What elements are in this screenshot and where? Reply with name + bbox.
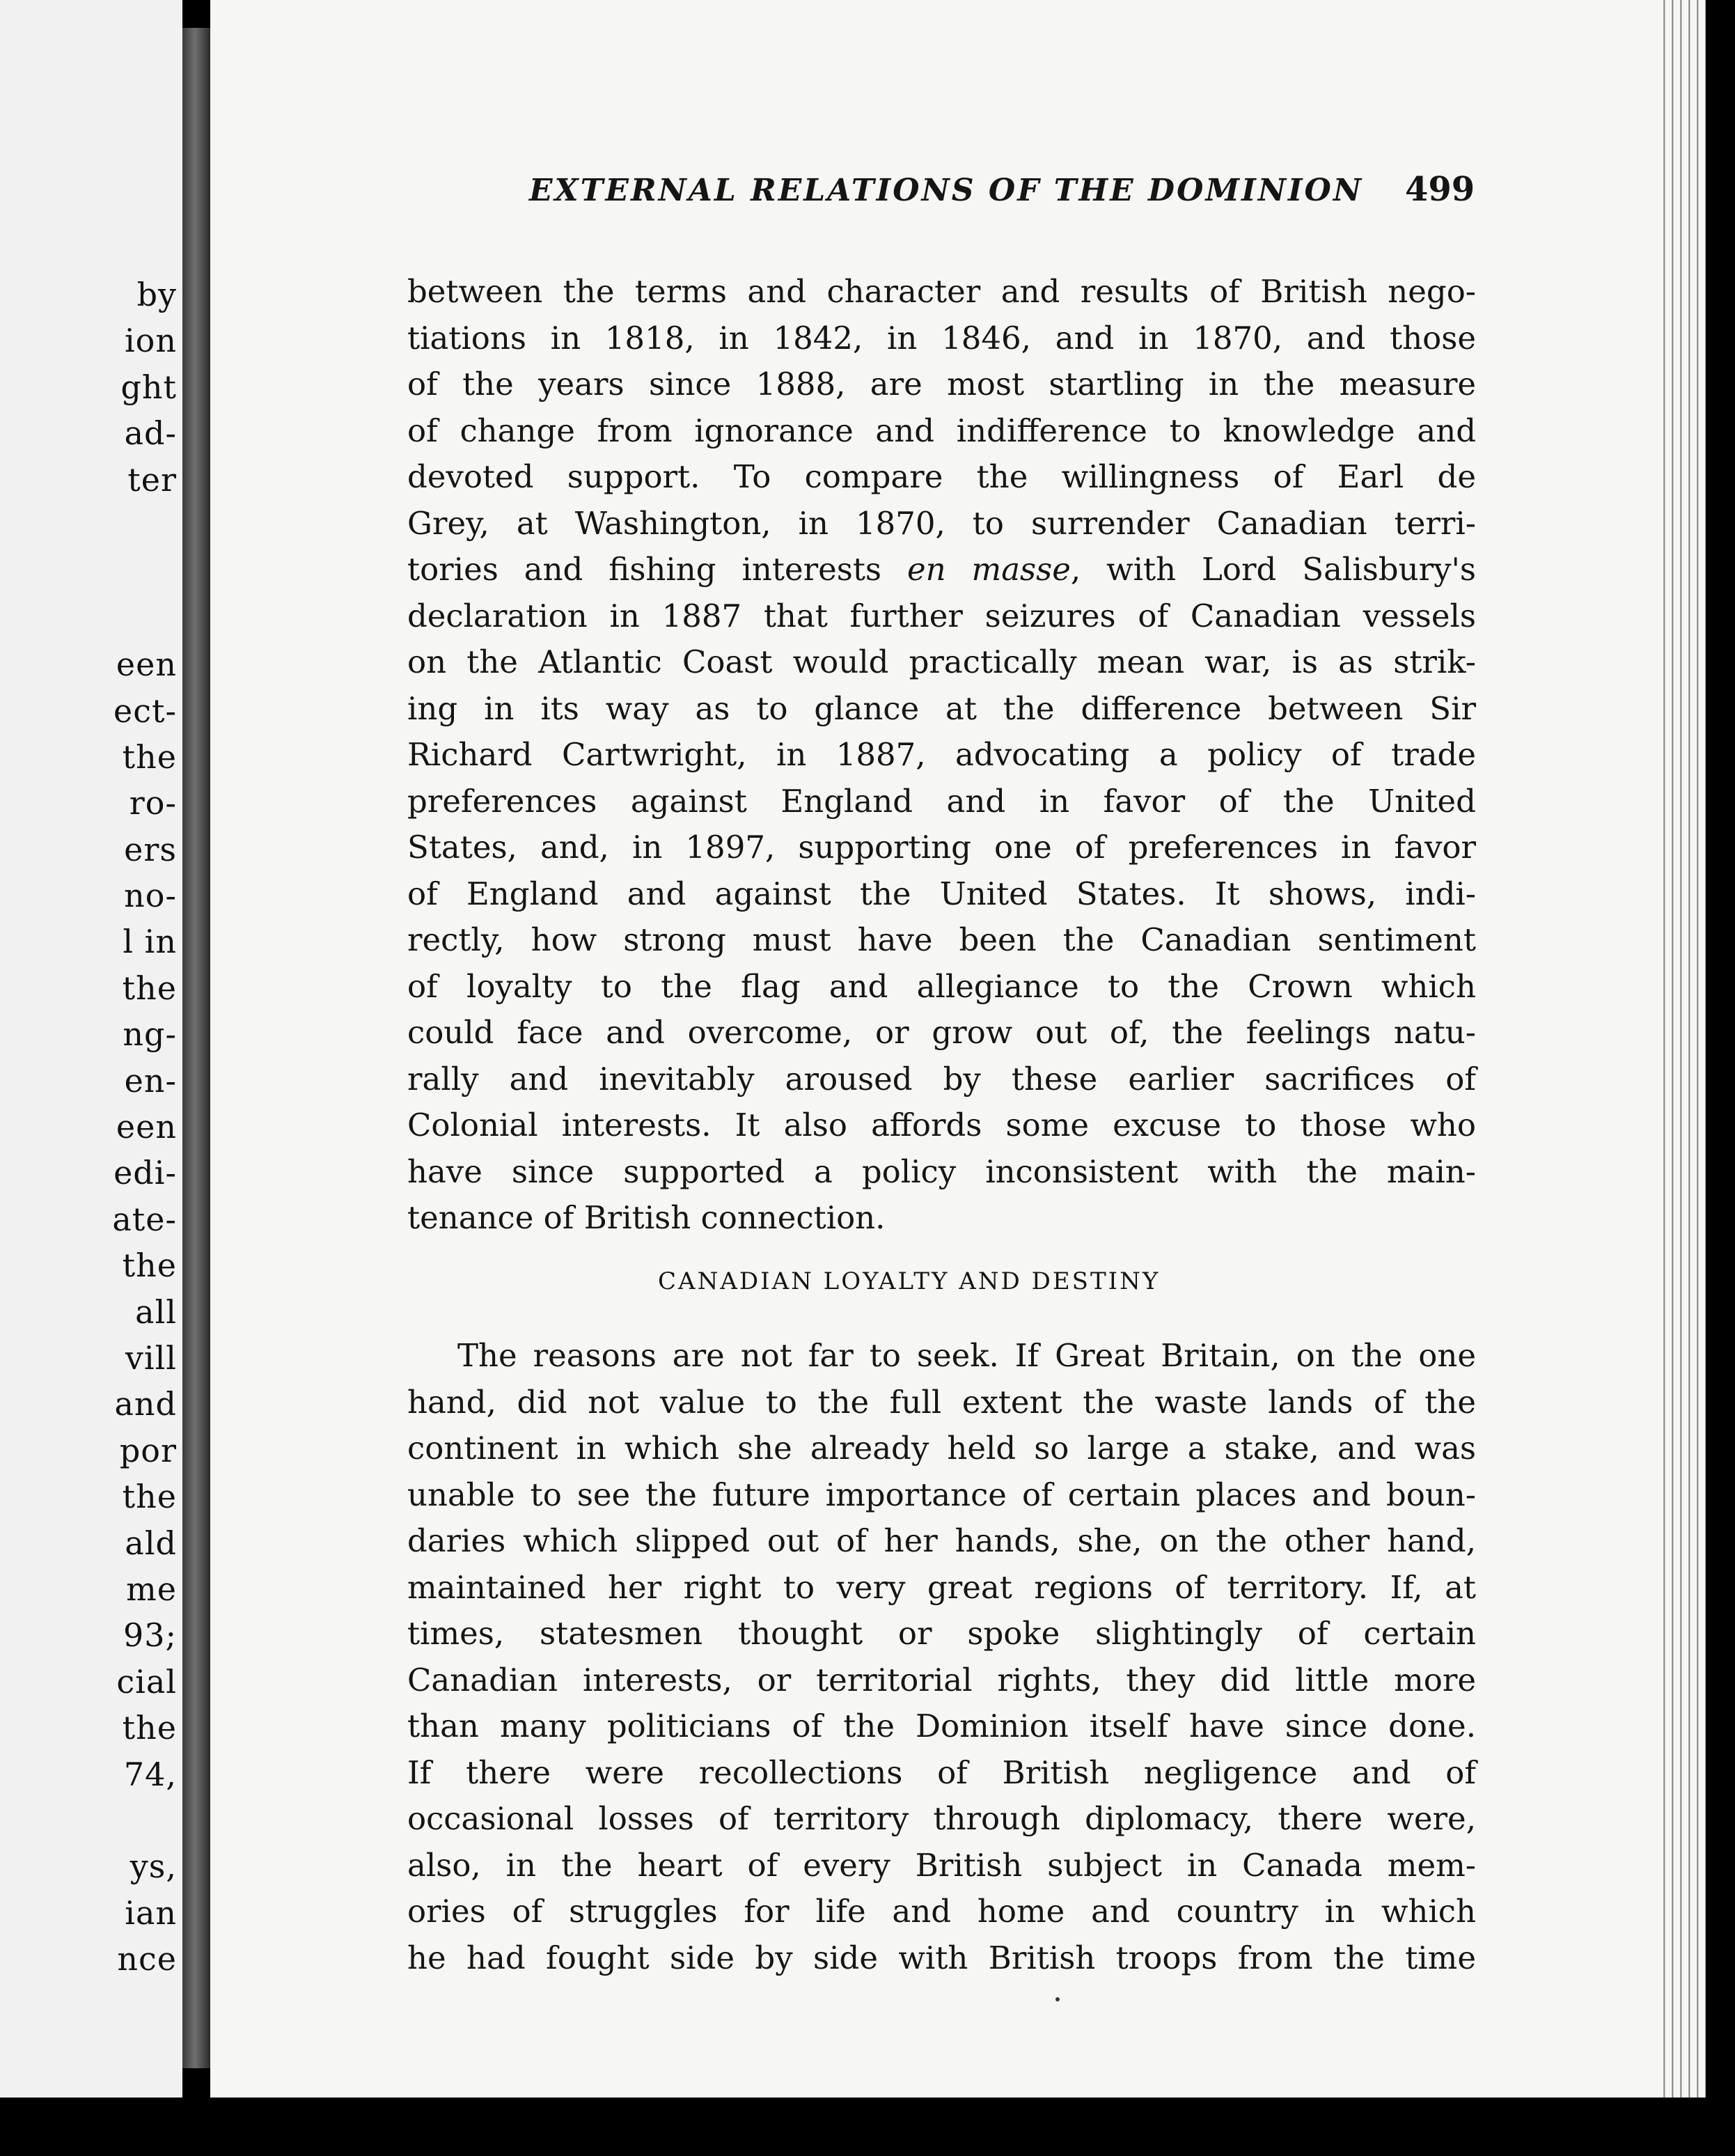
text-line: could face and overcome, or grow out of, the feelings natu-: [407, 1014, 1476, 1051]
text-line: of change from ignorance and indifference to knowledge and: [407, 412, 1476, 449]
facing-line: ad-: [124, 414, 177, 453]
text-line: rally and inevitably aroused by these earlier sacrifices of: [407, 1060, 1476, 1097]
facing-line: the: [122, 737, 177, 776]
text-line: he had fought side by side with British troops from the time: [407, 1939, 1476, 1976]
text-line: ories of struggles for life and home and country in which: [407, 1893, 1476, 1930]
text-line: tiations in 1818, in 1842, in 1846, and in 1870, and those: [407, 319, 1476, 357]
facing-line: all: [135, 1292, 177, 1331]
text-line: of loyalty to the flag and allegiance to the Crown which: [407, 967, 1476, 1005]
text-line: Richard Cartwright, in 1887, advocating a policy of trade: [407, 736, 1476, 773]
text-line: preferences against England and in favor of the United: [407, 782, 1476, 820]
facing-line: ro-: [129, 784, 177, 822]
scan-border: [0, 2098, 1735, 2156]
ink-speck: [1055, 1997, 1060, 2001]
text-line: on the Atlantic Coast would practically mean war, is as strik-: [407, 643, 1476, 680]
facing-line: ght: [120, 368, 177, 406]
text-line: If there were recollections of British negligence and of: [407, 1753, 1476, 1791]
facing-line: vill: [125, 1338, 177, 1377]
text-line: ing in its way as to glance at the difference between Sir: [407, 689, 1476, 727]
text-line: States, and, in 1897, supporting one of preferences in favor: [407, 829, 1476, 866]
text-line: than many politicians of the Dominion itself have since done.: [407, 1708, 1476, 1744]
text-line: unable to see the future importance of certain places and boun-: [407, 1476, 1476, 1513]
book-gutter: [182, 28, 210, 2068]
text-line: have since supported a policy inconsistent with the main-: [407, 1153, 1476, 1190]
facing-line: ng-: [123, 1015, 177, 1054]
facing-line: the: [122, 1709, 177, 1747]
facing-line: the: [122, 969, 177, 1007]
text-line: Canadian interests, or territorial rights, they did little more: [407, 1661, 1476, 1698]
text-line: of the years since 1888, are most startling in the measure: [407, 366, 1476, 403]
facing-line: 93;: [123, 1616, 177, 1655]
facing-line: nce: [117, 1940, 177, 1978]
facing-line: ald: [125, 1524, 177, 1562]
facing-line: by: [136, 276, 177, 313]
facing-line: and: [114, 1385, 177, 1423]
text-line: also, in the heart of every British subject in Canada mem-: [407, 1846, 1476, 1884]
facing-line: l in: [123, 923, 177, 961]
facing-line: een: [116, 1108, 177, 1146]
facing-line: ian: [125, 1893, 177, 1932]
text-line: hand, did not value to the full extent the waste lands of the: [407, 1383, 1476, 1421]
text-line: rectly, how strong must have been the Canadian sentiment: [407, 921, 1476, 958]
facing-line: ate-: [112, 1200, 177, 1238]
facing-line: por: [119, 1431, 177, 1469]
facing-line: ion: [124, 322, 177, 360]
section-heading: CANADIAN LOYALTY AND DESTINY: [658, 1267, 1161, 1295]
facing-page: [0, 0, 182, 2098]
text-line: Colonial interests. It also affords some excuse to those who: [407, 1107, 1476, 1143]
facing-line: ter: [127, 460, 177, 499]
facing-line: [10, 503, 177, 549]
facing-line: the: [122, 1247, 177, 1285]
facing-line: een: [116, 646, 177, 684]
facing-line: cial: [116, 1662, 177, 1701]
running-title: EXTERNAL RELATIONS OF THE DOMINION: [529, 173, 1364, 208]
text-line: Grey, at Washington, in 1870, to surrender Canadian terri-: [407, 504, 1476, 542]
facing-line: [10, 549, 177, 595]
paragraph-1: [407, 269, 1476, 1242]
facing-line: en-: [124, 1061, 177, 1100]
facing-page-text: [10, 272, 177, 1982]
text-line: occasional losses of territory through diplomacy, there were,: [407, 1800, 1476, 1837]
text-line: times, statesmen thought or spoke slightingly of certain: [407, 1615, 1476, 1652]
facing-line: [10, 595, 177, 641]
text-line: declaration in 1887 that further seizures of Canadian vessels: [407, 597, 1476, 634]
facing-line: edi-: [113, 1154, 177, 1192]
text-line: of England and against the United States. It shows, indi-: [407, 875, 1476, 912]
text-line: continent in which she already held so large a stake, and was: [407, 1430, 1476, 1467]
text-line: tenance of British connection.: [407, 1199, 886, 1236]
facing-line: no-: [124, 877, 177, 915]
text-line: maintained her right to very great regions of territory. If, at: [407, 1568, 1476, 1606]
facing-line: ers: [124, 830, 177, 868]
text-line: The reasons are not far to seek. If Great Britain, on the one: [457, 1337, 1476, 1374]
italic-phrase: en masse: [906, 551, 1071, 588]
text-segment: tories and fishing interests: [407, 551, 907, 588]
text-line: devoted support. To compare the willingness of Earl de: [407, 458, 1476, 495]
text-line: [407, 547, 1476, 593]
text-line: daries which slipped out of her hands, she, on the other hand,: [407, 1522, 1476, 1559]
facing-line: the: [122, 1478, 177, 1516]
facing-line: 74,: [123, 1755, 177, 1793]
facing-line: me: [126, 1570, 177, 1608]
paragraph-2: [407, 1333, 1476, 1981]
text-line: between the terms and character and results of British nego-: [407, 273, 1476, 310]
facing-line: [10, 1797, 177, 1843]
facing-line: ect-: [113, 692, 177, 730]
page-edges: [1657, 0, 1706, 2098]
facing-line: ys,: [129, 1848, 177, 1886]
page-number: 499: [1405, 170, 1475, 209]
text-segment: , with Lord Salisbury's: [1070, 551, 1476, 588]
